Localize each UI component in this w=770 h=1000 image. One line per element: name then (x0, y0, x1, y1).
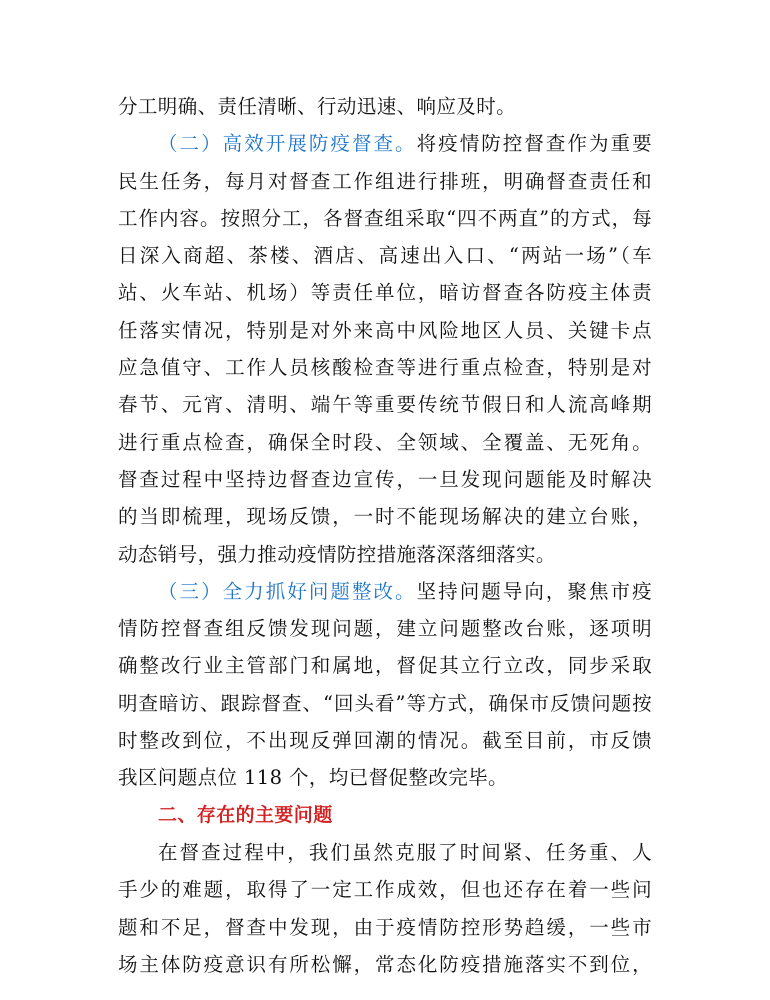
text-line: 分工明确、责任清晰、行动迅速、响应及时。 (118, 95, 517, 118)
text-segment: 坚持问题导向，聚焦市疫 (416, 579, 652, 603)
text-line: 的当即梳理，现场反馈，一时不能现场解决的建立台账， (118, 505, 652, 529)
subheading-label: （二）高效开展防疫督查。 (158, 132, 417, 156)
text-line: 明查暗访、跟踪督查、“回头看”等方式，确保市反馈问题按 (118, 691, 652, 715)
document-page (118, 88, 652, 983)
text-segment: 将疫情防控督查作为重要 (416, 132, 652, 156)
text-line: 进行重点检查，确保全时段、全领域、全覆盖、无死角。 (118, 430, 652, 454)
text-line: 日深入商超、茶楼、酒店、高速出入口、“两站一场”（车 (118, 244, 652, 268)
section-heading: 二、存在的主要问题 (158, 803, 333, 826)
paragraph-first-line (118, 125, 652, 162)
paragraph-first-line: 在督查过程中，我们虽然克服了时间紧、任务重、人 (158, 840, 652, 864)
text-line: 我区问题点位 118 个，均已督促整改完毕。 (118, 766, 508, 790)
text-line: 民生任务，每月对督查工作组进行排班，明确督查责任和 (118, 169, 652, 193)
text-line: 情防控督查组反馈发现问题，建立问题整改台账，逐项明 (118, 617, 652, 641)
text-line: 题和不足，督查中发现，由于疫情防控形势趋缓，一些市 (118, 915, 652, 939)
text-line: 手少的难题，取得了一定工作成效，但也还存在着一些问 (118, 878, 652, 902)
text-line: 动态销号，强力推动疫情防控措施落深落细落实。 (118, 542, 556, 566)
text-line: 场主体防疫意识有所松懈，常态化防疫措施落实不到位， (118, 952, 652, 976)
text-line: 春节、元宵、清明、端午等重要传统节假日和人流高峰期 (118, 393, 652, 417)
text-line: 时整改到位，不出现反弹回潮的情况。截至目前，市反馈 (118, 729, 652, 753)
text-line: 确整改行业主管部门和属地，督促其立行立改，同步采取 (118, 654, 652, 678)
text-line: 应急值守、工作人员核酸检查等进行重点检查，特别是对 (118, 356, 652, 380)
text-line: 督查过程中坚持边督查边宣传，一旦发现问题能及时解决 (118, 467, 652, 491)
text-line: 站、火车站、机场）等责任单位，暗访督查各防疫主体责 (118, 281, 652, 305)
text-line: 任落实情况，特别是对外来高中风险地区人员、关键卡点 (118, 318, 652, 342)
text-line: 工作内容。按照分工，各督查组采取“四不两直”的方式，每 (118, 206, 652, 230)
subheading-label: （三）全力抓好问题整改。 (158, 579, 417, 603)
paragraph-first-line (118, 573, 652, 610)
